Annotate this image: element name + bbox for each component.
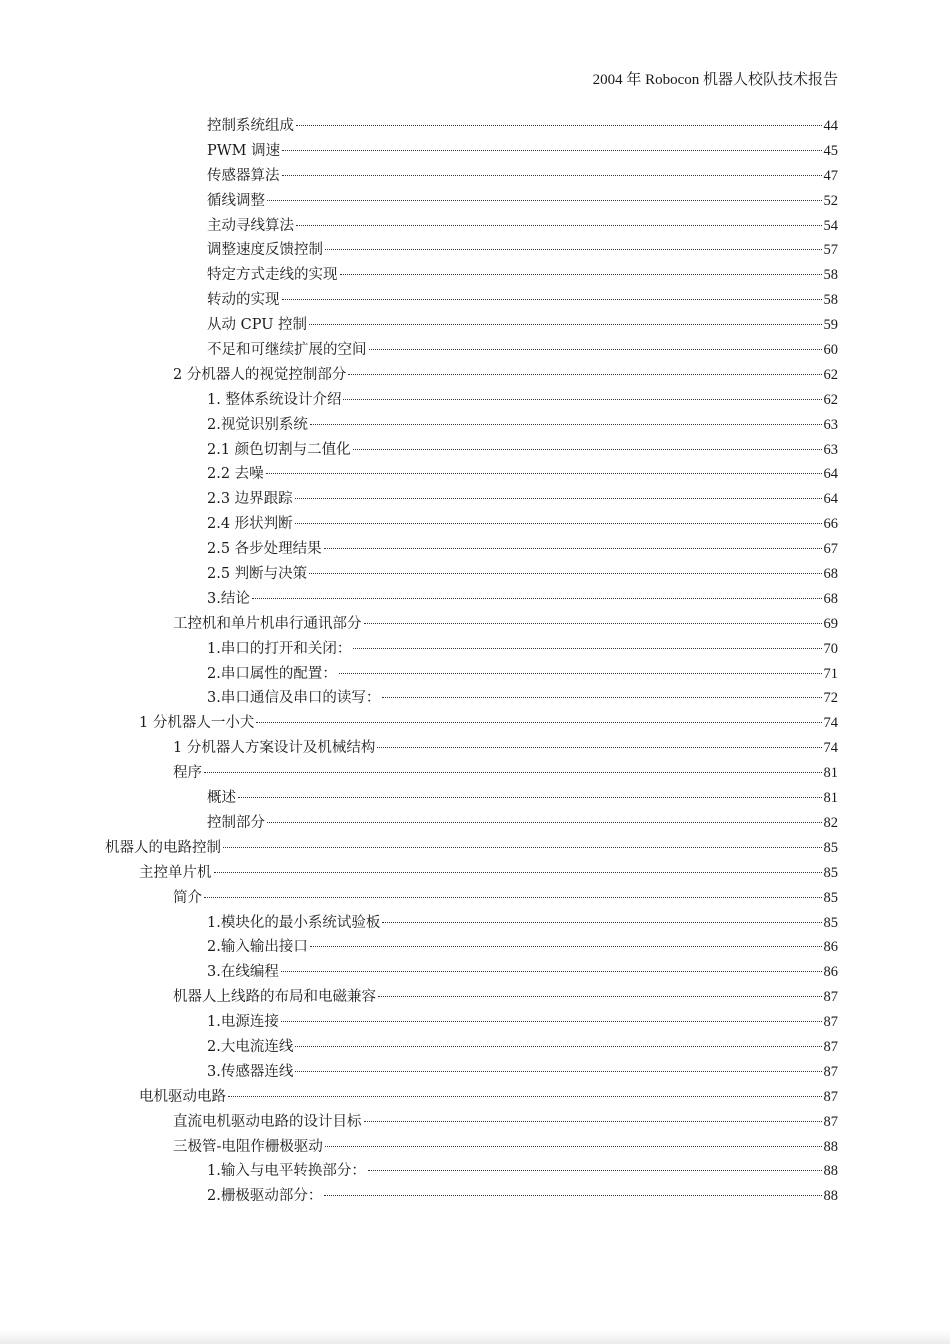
toc-leader-dots — [295, 1045, 821, 1047]
toc-entry[interactable] — [0, 1010, 950, 1035]
toc-entry-title: 2.输入输出接口 — [207, 939, 308, 956]
toc-entry-page-number: 64 — [823, 491, 838, 508]
toc-entry-title: 2.视觉识别系统 — [207, 416, 308, 433]
toc-entry-title: 工控机和单片机串行通讯部分 — [173, 615, 362, 632]
toc-entry-page-number: 85 — [823, 889, 838, 906]
toc-leader-dots — [238, 796, 822, 798]
toc-leader-dots — [296, 224, 822, 226]
toc-leader-dots — [324, 547, 822, 549]
toc-leader-dots — [267, 821, 822, 823]
toc-entry-page-number: 45 — [823, 142, 838, 159]
toc-leader-dots — [295, 522, 822, 524]
toc-entry-title: 3.串口通信及串口的读写： — [207, 690, 381, 707]
toc-leader-dots — [309, 572, 821, 574]
toc-entry-page-number: 74 — [823, 740, 838, 757]
toc-entry-page-number: 58 — [823, 267, 838, 284]
toc-entry-page-number: 85 — [823, 864, 838, 881]
toc-entry-page-number: 47 — [823, 167, 838, 184]
toc-entry-page-number: 87 — [823, 1038, 838, 1055]
toc-entry-page-number: 66 — [823, 516, 838, 533]
toc-entry-page-number: 87 — [823, 1088, 838, 1105]
toc-leader-dots — [310, 423, 822, 425]
toc-entry-page-number: 86 — [823, 939, 838, 956]
toc-entry-page-number: 63 — [823, 416, 838, 433]
toc-entry[interactable] — [0, 413, 950, 438]
toc-entry-title: 1.串口的打开和关闭： — [207, 640, 352, 657]
toc-entry-page-number: 81 — [823, 790, 838, 807]
toc-leader-dots — [377, 746, 821, 748]
toc-entry-page-number: 60 — [823, 342, 838, 359]
toc-entry[interactable] — [0, 562, 950, 587]
toc-leader-dots — [266, 472, 822, 474]
toc-entry[interactable] — [0, 214, 950, 239]
toc-entry-page-number: 86 — [823, 964, 838, 981]
toc-entry-title: 1.模块化的最小系统试验板 — [207, 914, 381, 931]
toc-leader-dots — [214, 871, 822, 873]
toc-entry-title: 从动 CPU 控制 — [207, 317, 308, 334]
toc-leader-dots — [296, 124, 822, 126]
toc-entry-page-number: 85 — [823, 839, 838, 856]
toc-entry-title: 三极管-电阻作栅极驱动 — [173, 1138, 323, 1155]
toc-entry-page-number: 63 — [823, 441, 838, 458]
running-header: 2004 年 Robocon 机器人校队技术报告 — [592, 72, 838, 88]
toc-entry-page-number: 87 — [823, 989, 838, 1006]
toc-leader-dots — [310, 945, 822, 947]
toc-entry-page-number: 44 — [823, 118, 838, 134]
toc-entry-title: 2.5 判断与决策 — [207, 566, 308, 583]
toc-entry-title: 3.传感器连线 — [207, 1063, 294, 1080]
toc-entry-title: 概述 — [207, 790, 236, 807]
toc-entry-title: 2 分机器人的视觉控制部分 — [173, 366, 347, 383]
toc-entry-title: 机器人的电路控制 — [105, 839, 221, 856]
toc-entry-page-number: 54 — [823, 217, 838, 234]
toc-entry[interactable] — [0, 686, 950, 711]
toc-leader-dots — [382, 921, 821, 923]
toc-entry[interactable] — [0, 313, 950, 338]
toc-leader-dots — [256, 721, 821, 723]
toc-entry-page-number: 82 — [823, 814, 838, 831]
toc-entry[interactable] — [0, 512, 950, 537]
toc-entry[interactable] — [0, 164, 950, 189]
toc-leader-dots — [382, 696, 821, 698]
toc-entry-page-number: 81 — [823, 765, 838, 782]
toc-entry-page-number: 88 — [823, 1138, 838, 1155]
toc-entry-page-number: 68 — [823, 566, 838, 583]
toc-entry-title: 控制系统组成 — [207, 118, 294, 134]
toc-entry[interactable] — [0, 388, 950, 413]
toc-leader-dots — [324, 1194, 821, 1196]
toc-entry-title: 2.5 各步处理结果 — [207, 541, 322, 558]
toc-entry[interactable] — [0, 811, 950, 836]
toc-leader-dots — [281, 970, 822, 972]
toc-entry-title: 2.2 去噪 — [207, 466, 264, 483]
toc-entry[interactable] — [0, 786, 950, 811]
toc-entry-title: 不足和可继续扩展的空间 — [207, 342, 367, 359]
toc-entry[interactable] — [0, 338, 950, 363]
toc-entry[interactable] — [0, 1035, 950, 1060]
toc-leader-dots — [340, 273, 822, 275]
toc-entry-title: 2.4 形状判断 — [207, 516, 293, 533]
toc-entry[interactable] — [0, 736, 950, 761]
toc-entry-page-number: 68 — [823, 590, 838, 607]
toc-entry-title: 2.大电流连线 — [207, 1038, 294, 1055]
toc-leader-dots — [252, 597, 822, 599]
toc-entry-page-number: 58 — [823, 292, 838, 309]
toc-entry-title: 1 分机器人一小犬 — [139, 715, 255, 732]
toc-entry[interactable] — [0, 438, 950, 463]
toc-entry[interactable] — [0, 1060, 950, 1085]
toc-leader-dots — [378, 995, 822, 997]
toc-entry-page-number: 62 — [823, 391, 838, 408]
toc-entry-page-number: 88 — [823, 1188, 838, 1205]
toc-entry-title: 直流电机驱动电路的设计目标 — [173, 1113, 362, 1130]
toc-entry-title: 简介 — [173, 889, 202, 906]
toc-entry-title: 1 分机器人方案设计及机械结构 — [173, 740, 376, 757]
toc-entry[interactable] — [0, 263, 950, 288]
toc-entry-title: 2.串口属性的配置： — [207, 665, 337, 682]
toc-entry-title: 3.结论 — [207, 590, 250, 607]
toc-leader-dots — [339, 672, 822, 674]
toc-leader-dots — [343, 398, 821, 400]
toc-entry-page-number: 64 — [823, 466, 838, 483]
toc-leader-dots — [282, 149, 821, 151]
toc-entry[interactable] — [0, 363, 950, 388]
toc-leader-dots — [369, 348, 822, 350]
toc-entry-title: PWM 调速 — [207, 142, 281, 159]
toc-entry[interactable] — [0, 1159, 950, 1184]
toc-entry-page-number: 62 — [823, 366, 838, 383]
toc-entry-title: 主动寻线算法 — [207, 217, 294, 234]
toc-entry-page-number: 87 — [823, 1063, 838, 1080]
toc-entry[interactable] — [0, 1135, 950, 1160]
toc-leader-dots — [325, 1145, 822, 1147]
toc-entry-title: 主控单片机 — [139, 864, 212, 881]
toc-entry-title: 机器人上线路的布局和电磁兼容 — [173, 989, 376, 1006]
toc-entry-page-number: 74 — [823, 715, 838, 732]
toc-entry[interactable] — [0, 1110, 950, 1135]
toc-entry-page-number: 85 — [823, 914, 838, 931]
toc-entry-page-number: 87 — [823, 1014, 838, 1031]
toc-entry-title: 2.栅极驱动部分： — [207, 1188, 323, 1205]
toc-entry[interactable] — [0, 189, 950, 214]
toc-entry-title: 2.3 边界跟踪 — [207, 491, 293, 508]
toc-entry[interactable] — [0, 836, 950, 861]
toc-leader-dots — [309, 323, 821, 325]
toc-leader-dots — [282, 298, 822, 300]
toc-entry[interactable] — [0, 985, 950, 1010]
toc-leader-dots — [295, 1070, 821, 1072]
toc-leader-dots — [364, 1120, 822, 1122]
toc-entry-title: 3.在线编程 — [207, 964, 279, 981]
toc-entry[interactable] — [0, 139, 950, 164]
toc-leader-dots — [295, 497, 822, 499]
toc-entry[interactable] — [0, 288, 950, 313]
toc-entry-page-number: 67 — [823, 541, 838, 558]
toc-entry[interactable] — [0, 662, 950, 687]
toc-leader-dots — [281, 1020, 822, 1022]
toc-entry[interactable] — [0, 238, 950, 263]
toc-entry[interactable] — [0, 114, 950, 139]
toc-entry-title: 转动的实现 — [207, 292, 280, 309]
toc-entry-title: 调整速度反馈控制 — [207, 242, 323, 259]
toc-entry-title: 控制部分 — [207, 814, 265, 831]
toc-entry[interactable] — [0, 612, 950, 637]
toc-entry-page-number: 59 — [823, 317, 838, 334]
toc-entry-page-number: 70 — [823, 640, 838, 657]
toc-leader-dots — [267, 199, 822, 201]
toc-entry-title: 电机驱动电路 — [139, 1088, 226, 1105]
toc-leader-dots — [348, 373, 821, 375]
toc-leader-dots — [325, 248, 822, 250]
toc-leader-dots — [204, 896, 822, 898]
toc-entry-page-number: 57 — [823, 242, 838, 259]
toc-entry-title: 2.1 颜色切割与二值化 — [207, 441, 351, 458]
toc-entry-title: 循线调整 — [207, 192, 265, 209]
page-bottom-edge — [0, 1330, 950, 1344]
toc-leader-dots — [368, 1169, 822, 1171]
toc-leader-dots — [282, 174, 822, 176]
toc-leader-dots — [353, 647, 821, 649]
toc-entry[interactable] — [0, 911, 950, 936]
toc-entry[interactable] — [0, 537, 950, 562]
toc-entry[interactable] — [0, 935, 950, 960]
toc-entry-title: 特定方式走线的实现 — [207, 267, 338, 284]
toc-entry[interactable] — [0, 487, 950, 512]
toc-entry[interactable] — [0, 637, 950, 662]
toc-entry-page-number: 69 — [823, 615, 838, 632]
toc-entry[interactable] — [0, 587, 950, 612]
toc-entry[interactable] — [0, 1184, 950, 1209]
toc-entry-page-number: 87 — [823, 1113, 838, 1130]
toc-entry[interactable] — [0, 711, 950, 736]
toc-entry[interactable] — [0, 761, 950, 786]
toc-leader-dots — [204, 771, 822, 773]
toc-entry-title: 1. 整体系统设计介绍 — [207, 391, 342, 408]
toc-leader-dots — [223, 846, 822, 848]
toc-entry[interactable] — [0, 886, 950, 911]
toc-entry-page-number: 88 — [823, 1163, 838, 1180]
toc-entry-title: 程序 — [173, 765, 202, 782]
toc-leader-dots — [228, 1095, 822, 1097]
toc-entry-page-number: 52 — [823, 192, 838, 209]
table-of-contents — [0, 114, 950, 1209]
toc-leader-dots — [364, 622, 822, 624]
toc-entry-page-number: 71 — [823, 665, 838, 682]
toc-leader-dots — [353, 448, 822, 450]
toc-entry[interactable] — [0, 462, 950, 487]
toc-entry[interactable] — [0, 960, 950, 985]
toc-entry-title: 1.电源连接 — [207, 1014, 279, 1031]
toc-entry[interactable] — [0, 861, 950, 886]
toc-entry-title: 1.输入与电平转换部分： — [207, 1163, 366, 1180]
toc-entry[interactable] — [0, 1085, 950, 1110]
toc-entry-page-number: 72 — [823, 690, 838, 707]
toc-entry-title: 传感器算法 — [207, 167, 280, 184]
